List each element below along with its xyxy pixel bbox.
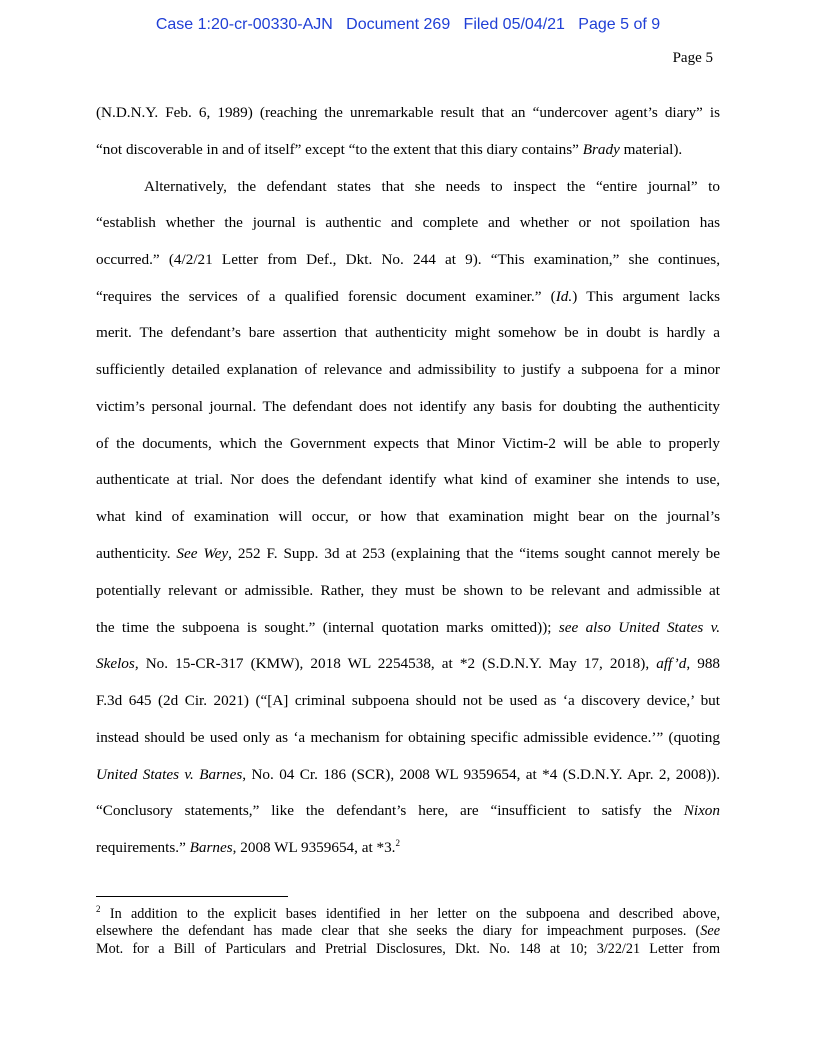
text-run: instead should be used only as ‘a mechanism for obtaining specific admissible evidence.’” (quoting [96,729,720,746]
text-run: , 252 F. Supp. 3d at 253 (explaining that the “items sought cannot merely be [228,545,720,562]
italic-citation: see also United States v. [558,619,720,636]
text-run: Mot. for a Bill of Particulars and Pretrial Disclosures, Dkt. No. 148 at 10; 3/22/21 Letter from [96,941,720,957]
footnote-marker: 2 [395,838,400,848]
body-line [96,802,720,820]
text-run: “establish whether the journal is authentic and complete and whether or not spoilation has [96,214,720,231]
text-run: , 2008 WL 9359654, at *3. [232,839,396,856]
footnote-line [96,941,720,958]
footnote-marker: 2 [96,904,101,914]
body-line [96,545,720,563]
case-header-stamp: Case 1:20-cr-00330-AJN Document 269 Filed 05/04/21 Page 5 of 9 [155,16,661,33]
footnote-separator [96,896,288,897]
body-line [96,141,720,159]
text-run: requirements.” [96,839,190,856]
text-run: what kind of examination will occur, or how that examination might bear on the journal’s [96,508,720,525]
text-run: the time the subpoena is sought.” (internal quotation marks omitted)); [96,619,559,636]
text-run: of the documents, which the Government expects that Minor Victim-2 will be able to properly [96,435,720,452]
body-line [96,251,720,269]
italic-citation: United States v. Barnes [96,766,243,783]
italic-citation: aff’d [656,655,687,672]
text-run: authenticity. [96,545,177,562]
body-line [96,104,720,122]
text-run: occurred.” (4/2/21 Letter from Def., Dkt. No. 244 at 9). “This examination,” she continues, [96,251,720,268]
body-line [144,178,720,196]
text-run: , No. 15-CR-317 (KMW), 2018 WL 2254538, at *2 (S.D.N.Y. May 17, 2018), [134,655,657,672]
text-run: F.3d 645 (2d Cir. 2021) (“[A] criminal subpoena should not be used as ‘a discovery device,’ but [96,692,720,709]
italic-citation: Nixon [683,802,720,819]
text-run: potentially relevant or admissible. Rather, they must be shown to be relevant and admissible at [96,582,720,599]
text-run: , 988 [686,655,721,672]
body-line [96,619,720,637]
text-run: “not discoverable in and of itself” except “to the extent that this diary contains” [96,141,583,158]
body-line [96,361,720,379]
body-line [96,398,720,416]
body-line [96,214,720,232]
footnote-line [96,906,720,923]
body-line [96,435,720,453]
text-run: , No. 04 Cr. 186 (SCR), 2008 WL 9359654, at *4 (S.D.N.Y. Apr. 2, 2008)). [242,766,720,783]
page-number: Page 5 [672,50,713,66]
text-run: elsewhere the defendant has made clear that she seeks the diary for impeachment purposes. ( [96,923,701,939]
text-run: authenticate at trial. Nor does the defendant identify what kind of examiner she intends to use, [96,471,720,488]
body-line [96,324,720,342]
text-run: victim’s personal journal. The defendant does not identify any basis for doubting the authenticity [96,398,720,415]
italic-citation: See [700,923,720,939]
footnote-line [96,923,720,940]
body-line [96,839,720,857]
italic-citation: Id. [555,288,573,305]
italic-citation: See Wey [176,545,229,562]
body-line [96,692,720,710]
text-run: (N.D.N.Y. Feb. 6, 1989) (reaching the unremarkable result that an “undercover agent’s diary” is [96,104,720,121]
text-run: “Conclusory statements,” like the defendant’s here, are “insufficient to satisfy the [96,802,684,819]
italic-citation: Barnes [189,839,233,856]
text-run: sufficiently detailed explanation of relevance and admissibility to justify a subpoena for a minor [96,361,720,378]
text-run: In addition to the explicit bases identified in her letter on the subpoena and described above, [100,906,720,922]
text-run: Alternatively, the defendant states that she needs to inspect the “entire journal” to [144,178,720,195]
text-run: “requires the services of a qualified forensic document examiner.” ( [96,288,556,305]
text-run: ) This argument lacks [572,288,720,305]
body-line [96,508,720,526]
text-run: merit. The defendant’s bare assertion that authenticity might somehow be in doubt is hardly a [96,324,720,341]
body-line [96,729,720,747]
body-line [96,288,720,306]
body-line [96,655,720,673]
body-line [96,766,720,784]
body-line [96,582,720,600]
body-line [96,471,720,489]
italic-citation: Skelos [96,655,135,672]
text-run: material). [619,141,683,158]
italic-citation: Brady [582,141,620,158]
